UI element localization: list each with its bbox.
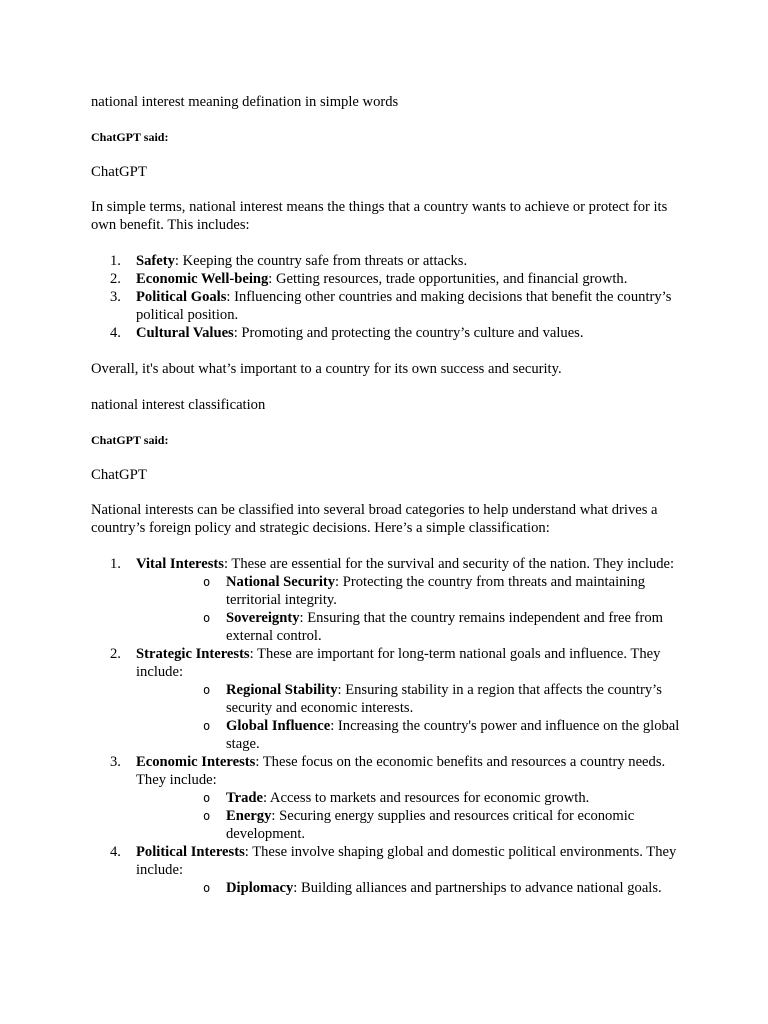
safety-list: [91, 252, 687, 342]
list-number: 1.: [110, 253, 121, 269]
answer-summary: Overall, it's about what’s important to a country for its own success and security.: [91, 361, 562, 377]
bullet-marker: o: [203, 791, 211, 805]
chatgpt-said-label-2: ChatGPT said:: [91, 433, 169, 447]
item-text: : Ensuring stability in a region that affects the country’s security and economic interests.: [226, 682, 662, 716]
item-text: : These involve shaping global and domestic political environments. They include:: [136, 844, 677, 878]
bullet-marker: o: [203, 809, 211, 823]
item-text: : Promoting and protecting the country’s culture and values.: [233, 325, 584, 341]
list-item: [91, 252, 687, 270]
item-text: : Ensuring that the country remains independent and free from external control.: [226, 610, 664, 644]
sub-list-item: [136, 717, 687, 753]
sub-list-item: [136, 609, 687, 645]
item-term: Political Goals: [136, 289, 227, 305]
list-item: [91, 753, 687, 843]
list-number: 3.: [110, 754, 121, 770]
sub-list: [136, 681, 687, 753]
sub-list-item: [136, 789, 687, 807]
sub-list-item: [136, 879, 687, 897]
sub-list-item: [136, 681, 687, 717]
list-number: 4.: [110, 325, 121, 341]
list-number: 3.: [110, 289, 121, 305]
item-text: : Influencing other countries and making decisions that benefit the country’s political position.: [136, 289, 672, 323]
list-number: 2.: [110, 646, 121, 662]
item-term: Energy: [226, 808, 272, 824]
item-text: : Getting resources, trade opportunities, and financial growth.: [268, 271, 628, 287]
item-text: : Increasing the country's power and influence on the global stage.: [226, 718, 680, 752]
item-term: Economic Well-being: [136, 271, 269, 287]
item-text: : These are essential for the survival and security of the nation. They include:: [223, 556, 675, 572]
item-term: Safety: [136, 253, 175, 269]
user-question-2: national interest classification: [91, 397, 266, 413]
item-term: Sovereignty: [226, 610, 300, 626]
item-term: Political Interests: [136, 844, 245, 860]
list-item: [91, 843, 687, 897]
list-number: 1.: [110, 556, 121, 572]
bullet-marker: o: [203, 683, 211, 697]
user-question-1: national interest meaning defination in simple words: [91, 94, 399, 110]
item-text: : Protecting the country from threats and maintaining territorial integrity.: [226, 574, 646, 608]
item-term: Global Influence: [226, 718, 331, 734]
sub-list-item: [136, 573, 687, 609]
bullet-marker: o: [203, 719, 211, 733]
item-term: National Security: [226, 574, 336, 590]
bullet-marker: o: [203, 881, 211, 895]
list-item: [91, 324, 687, 342]
item-term: Diplomacy: [226, 880, 294, 896]
item-text: : Access to markets and resources for economic growth.: [263, 790, 590, 806]
chatgpt-name-1: ChatGPT: [91, 164, 147, 180]
item-term: Economic Interests: [136, 754, 256, 770]
sub-list: [136, 789, 687, 843]
item-text: : Building alliances and partnerships to advance national goals.: [293, 880, 662, 896]
item-term: Vital Interests: [136, 556, 224, 572]
item-text: : Keeping the country safe from threats or attacks.: [174, 253, 468, 269]
document-content: [91, 93, 687, 915]
sub-list: [136, 573, 687, 645]
list-item: [91, 270, 687, 288]
item-text: : Securing energy supplies and resources critical for economic development.: [226, 808, 635, 842]
item-text: : These focus on the economic benefits and resources a country needs. They include:: [136, 754, 666, 788]
bullet-marker: o: [203, 611, 211, 625]
item-term: Cultural Values: [136, 325, 234, 341]
sub-list: [136, 879, 687, 897]
list-item: [91, 555, 687, 645]
item-text: : These are important for long-term national goals and influence. They include:: [136, 646, 661, 680]
item-term: Trade: [226, 790, 264, 806]
list-number: 2.: [110, 271, 121, 287]
classification-list: [91, 555, 687, 897]
bullet-marker: o: [203, 575, 211, 589]
chatgpt-name-2: ChatGPT: [91, 467, 147, 483]
item-term: Strategic Interests: [136, 646, 250, 662]
answer-intro-2: National interests can be classified into several broad categories to help understand what drives a country’s foreign policy and strategic decisions. Here’s a simple classification:: [91, 502, 658, 536]
item-term: Regional Stability: [226, 682, 338, 698]
list-number: 4.: [110, 844, 121, 860]
chatgpt-said-label-1: ChatGPT said:: [91, 130, 169, 144]
answer-intro-1: In simple terms, national interest means the things that a country wants to achieve or protect for its own benefit. This includes:: [91, 199, 668, 233]
list-item: [91, 645, 687, 753]
sub-list-item: [136, 807, 687, 843]
list-item: [91, 288, 687, 324]
